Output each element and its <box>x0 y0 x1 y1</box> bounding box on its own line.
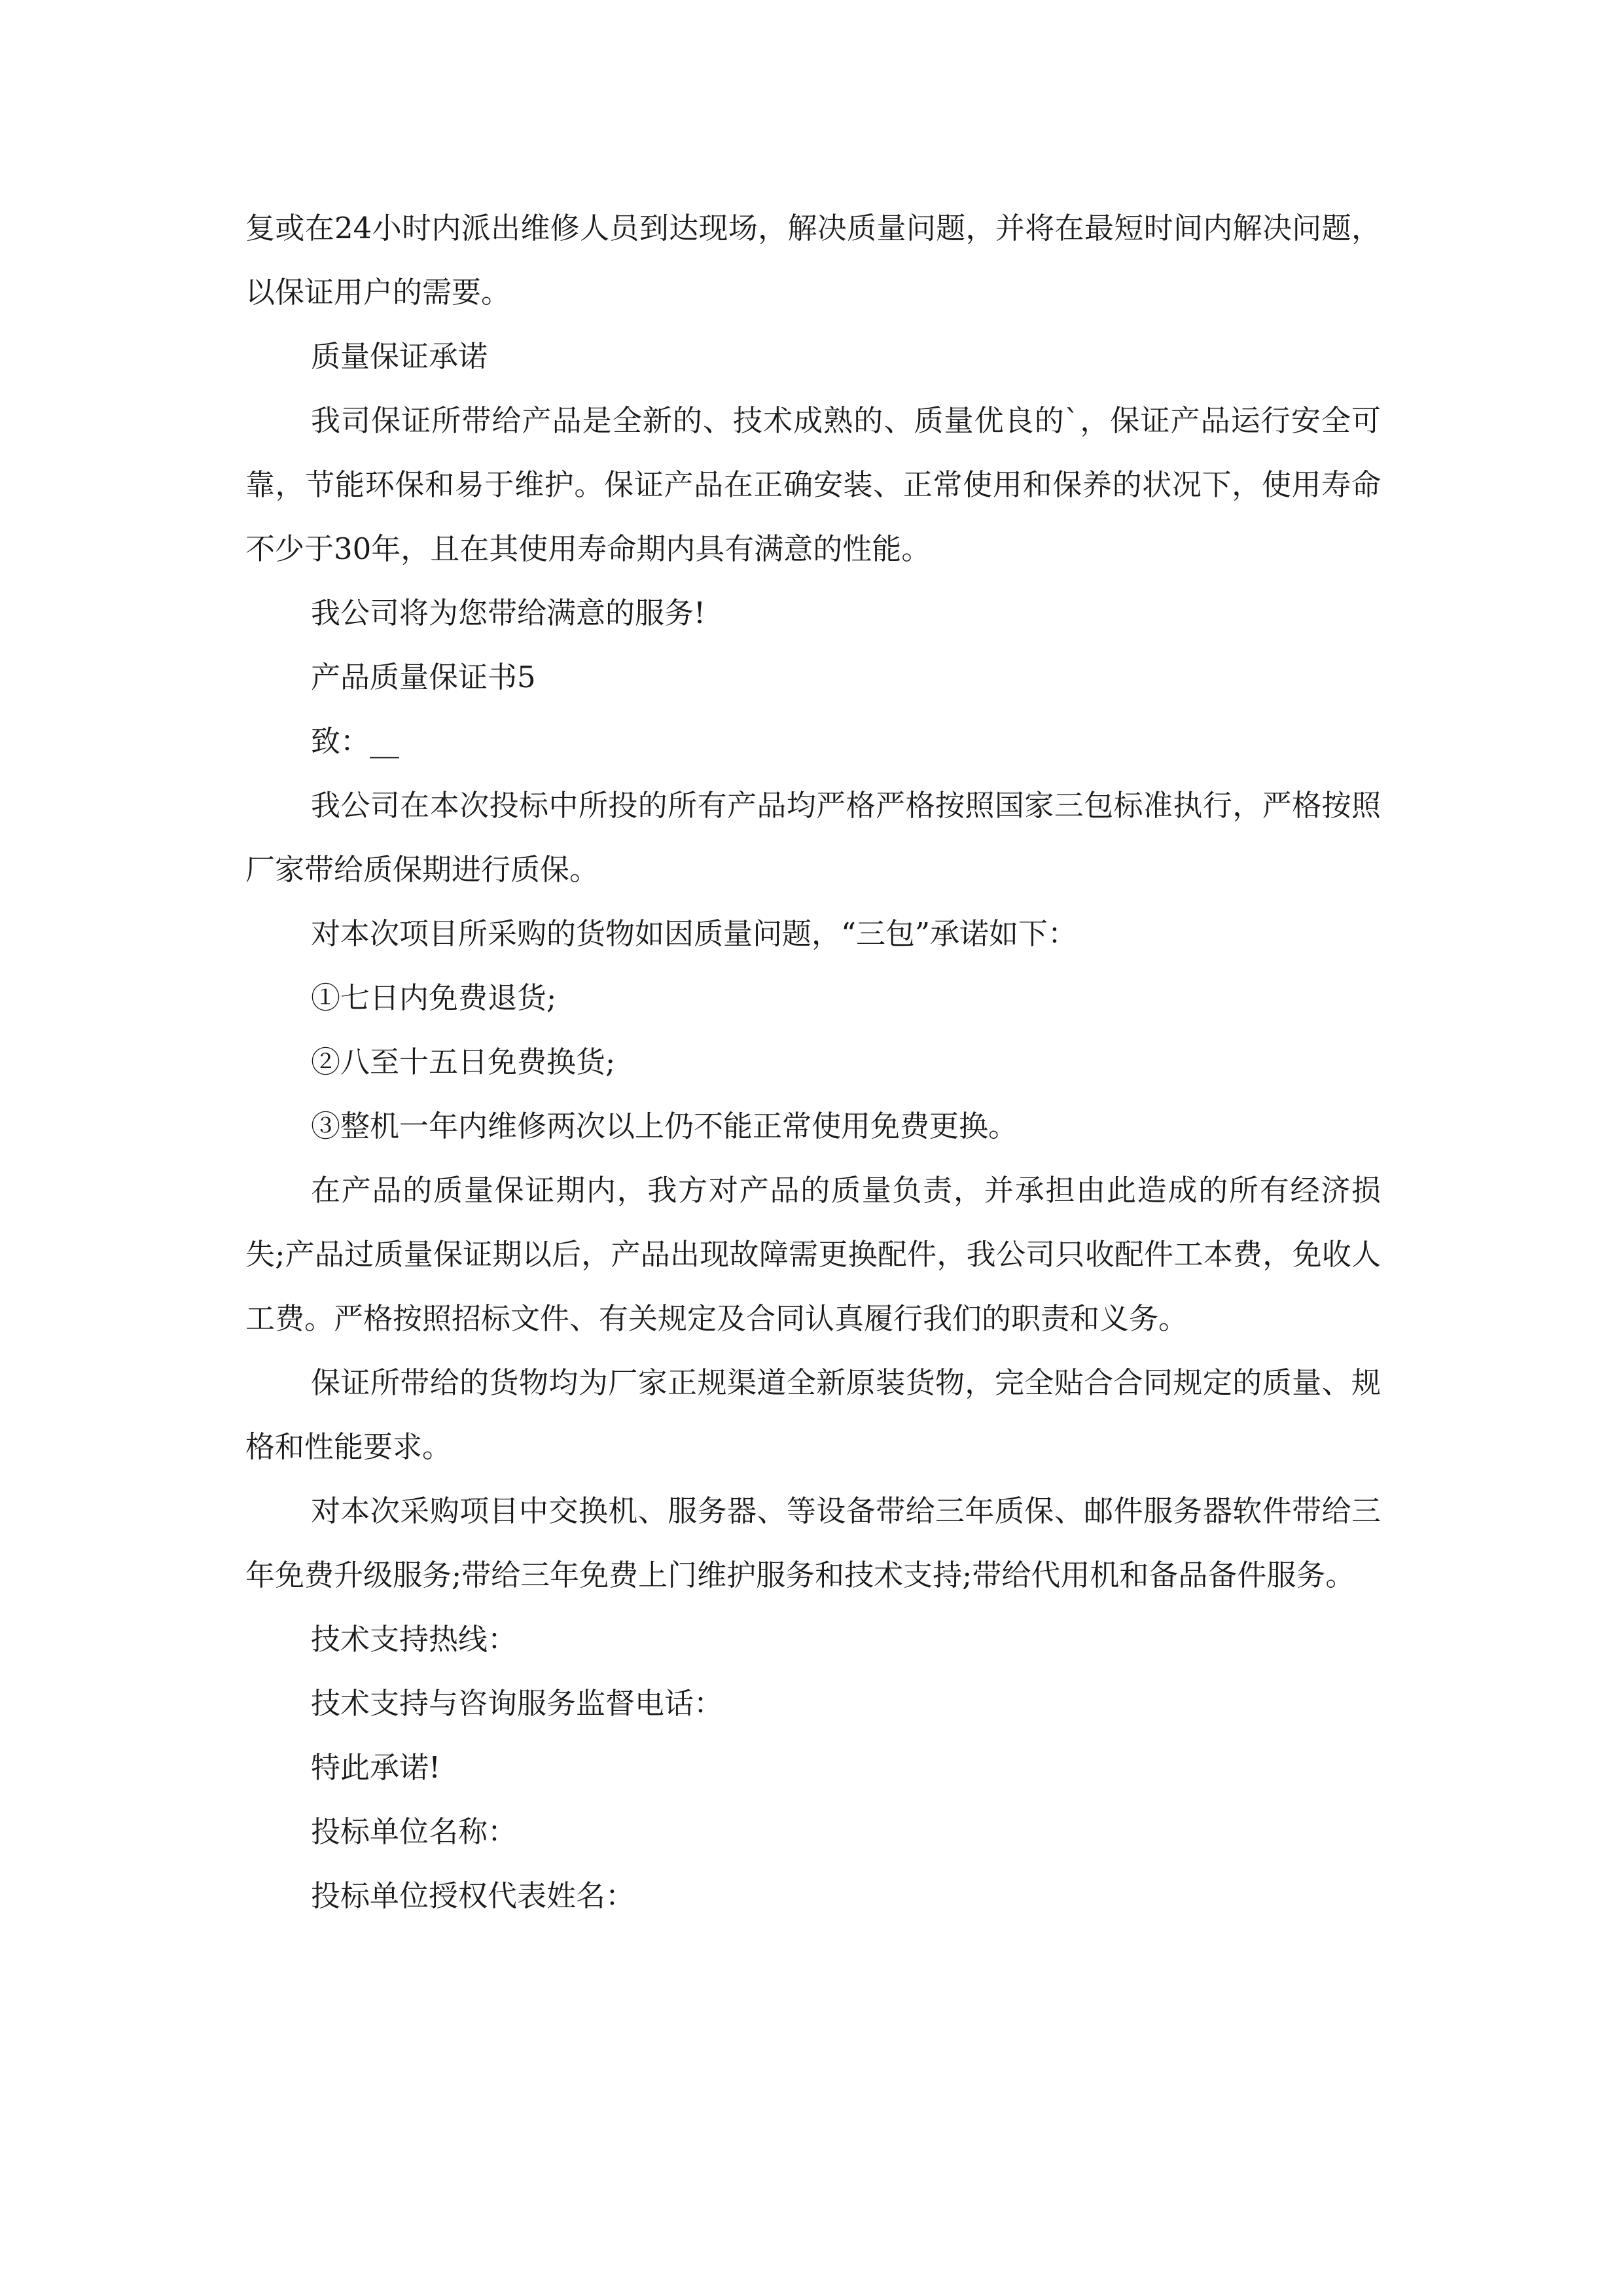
paragraph: 在产品的质量保证期内，我方对产品的质量负责，并承担由此造成的所有经济损失;产品过质量保证期以后，产品出现故障需更换配件，我公司只收配件工本费，免收人工费。严格按照招标文件、有关规定及合同认真履行我们的职责和义务。 <box>245 1173 1381 1336</box>
list-item: ③整机一年内维修两次以上仍不能正常使用免费更换。 <box>311 1109 1018 1143</box>
representative-name-field: 投标单位授权代表姓名： <box>311 1878 635 1913</box>
addressee-line: 致：__ <box>311 724 400 759</box>
paragraph: 保证所带给的货物均为厂家正规渠道全新原装货物，完全贴合合同规定的质量、规格和性能要求。 <box>245 1365 1381 1464</box>
section-heading-guarantee-letter: 产品质量保证书5 <box>311 660 536 694</box>
hotline-field: 技术支持热线： <box>311 1622 518 1657</box>
paragraph: 我公司将为您带给满意的服务! <box>311 596 706 630</box>
paragraph: 对本次项目所采购的货物如因质量问题，“三包”承诺如下： <box>311 916 1078 951</box>
paragraph-continued: 复或在24小时内派出维修人员到达现场，解决质量问题，并将在最短时间内解决问题，以保证用户的需要。 <box>245 211 1381 310</box>
paragraph: 我公司在本次投标中所投的所有产品均严格严格按照国家三包标准执行，严格按照厂家带给质保期进行质保。 <box>245 788 1381 887</box>
supervision-phone-field: 技术支持与咨询服务监督电话： <box>311 1686 724 1721</box>
paragraph: 我司保证所带给产品是全新的、技术成熟的、质量优良的`，保证产品运行安全可靠，节能环保和易于维护。保证产品在正确安装、正常使用和保养的状况下，使用寿命不少于30年，且在其使用寿命期内具有满意的性能。 <box>245 403 1381 566</box>
bidder-name-field: 投标单位名称： <box>311 1814 518 1849</box>
list-item: ②八至十五日免费换货; <box>311 1045 616 1079</box>
closing-line: 特此承诺! <box>311 1750 441 1785</box>
document-body <box>245 196 1381 1928</box>
list-item: ①七日内免费退货; <box>311 980 557 1015</box>
section-heading-quality-guarantee: 质量保证承诺 <box>311 339 488 374</box>
paragraph: 对本次采购项目中交换机、服务器、等设备带给三年质保、邮件服务器软件带给三年免费升级服务;带给三年免费上门维护服务和技术支持;带给代用机和备品备件服务。 <box>245 1494 1381 1592</box>
